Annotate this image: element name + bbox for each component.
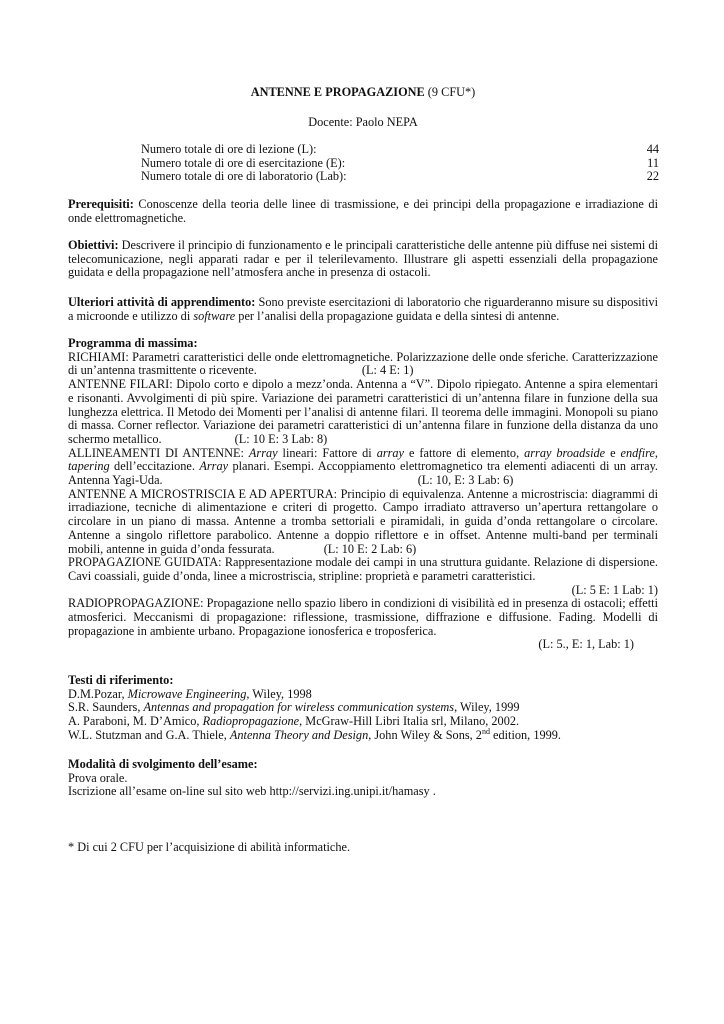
footnote-text: * Di cui 2 CFU per l’acquisizione di abilità informatiche. — [68, 840, 351, 854]
radio-text: RADIOPROPAGAZIONE: Propagazione nello spazio libero in condizioni di visibilità ed in presenza di ostacoli; effetti atmosferici. Meccanismi di propagazione: riflessione, trasmissione, diffrazione e diffusione. Fading. Modelli di propagazione in ambiente urbano. Propagazione ionosferica e troposferica. — [68, 596, 658, 638]
reference-author: A. Paraboni, M. D’Amico, — [68, 714, 203, 729]
reference-superscript: nd — [481, 726, 490, 736]
programma-filari — [68, 378, 658, 447]
allineamenti-text: , — [654, 445, 658, 460]
footnote — [68, 841, 658, 855]
allineamenti-text: e — [605, 445, 621, 460]
reference-publisher: , McGraw-Hill Libri Italia srl, Milano, 2002. — [299, 714, 520, 729]
programma-radio — [68, 597, 658, 638]
radio-hours: (L: 5., E: 1, Lab: 1) — [538, 637, 634, 652]
instructor-line: Docente: Paolo NEPA — [308, 115, 418, 129]
allineamenti-em: array — [376, 445, 405, 460]
esame-line-1: Prova orale. — [68, 770, 128, 785]
allineamenti-em: tapering — [68, 459, 110, 474]
prerequisiti-text: Conoscenze della teoria delle linee di trasmissione, e dei principi della propagazione e irradiazione di onde elettromagnetiche. — [68, 197, 658, 225]
prerequisiti-label: Prerequisiti: — [68, 197, 134, 211]
richiami-text: RICHIAMI: Parametri caratteristici delle onde elettromagnetiche. Polarizzazione delle onde sferiche. Caratterizzazione di un’antenna trasmittente o ricevente. — [68, 349, 658, 378]
course-title-bold: ANTENNE E PROPAGAZIONE — [250, 85, 425, 99]
radio-hours-line — [68, 638, 658, 652]
reference-item — [68, 688, 658, 702]
ulteriori-text-b: per l’analisi della propagazione guidata e della sintesi di antenne. — [235, 308, 560, 323]
guidata-hours-line — [68, 584, 658, 598]
testi-section — [68, 674, 658, 743]
filari-hours: (L: 10 E: 3 Lab: 8) — [234, 431, 328, 446]
programma-allineamenti — [68, 447, 658, 488]
programma-richiami — [68, 351, 658, 378]
course-title-credits: (9 CFU*) — [424, 85, 476, 99]
allineamenti-text: lineari: Fattore di — [277, 445, 377, 460]
ulteriori-label: Ulteriori attività di apprendimento: — [68, 295, 256, 309]
esame-label: Modalità di svolgimento dell’esame: — [68, 757, 258, 771]
allineamenti-em: endfire — [620, 445, 655, 460]
esame-section — [68, 758, 658, 799]
programma-label: Programma di massima: — [68, 336, 198, 350]
ulteriori-text-a: Sono previste esercitazioni di laboratorio che riguarderanno misure su dispositivi a microonde e utilizzo di — [68, 295, 658, 323]
reference-publisher: , John Wiley & Sons, 2 — [368, 727, 482, 742]
ulteriori-section — [68, 296, 658, 323]
hours-value: 44 — [646, 142, 659, 156]
ulteriori-software: software — [193, 308, 236, 323]
reference-author: S.R. Saunders, — [68, 700, 144, 715]
reference-item — [68, 726, 658, 743]
allineamenti-text: dell’eccitazione. — [109, 459, 200, 474]
guidata-text: PROPAGAZIONE GUIDATA: Rappresentazione modale dei campi in una struttura guidante. Relazione di dispersione. Cavi coassiali, guide d’onda, linee a microstriscia, stripline: proprietà e parametri caratteristici. — [68, 555, 658, 583]
allineamenti-hours: (L: 10, E: 3 Lab: 6) — [417, 473, 514, 488]
reference-item — [68, 715, 658, 729]
hours-row-laboratorio — [141, 170, 659, 184]
hours-table — [141, 143, 659, 184]
reference-author: D.M.Pozar, — [68, 686, 128, 701]
reference-edition: edition, 1999. — [489, 727, 561, 742]
course-title — [68, 86, 658, 100]
allineamenti-em: array broadside — [524, 445, 606, 460]
reference-item — [68, 701, 658, 715]
microstriscia-text: ANTENNE A MICROSTRISCIA E AD APERTURA: Principio di equivalenza. Antenne a microstriscia: diagrammi di irradiazione, tecniche di alimentazione e criteri di progetto. Campo irradiato attraverso un’apertura rettangolare o circolare in un piano di massa. Antenne a tromba settoriali e piramidali, in guida d’onda rettangolare o circolare. Antenne a singolo riflettore parabolico. Antenne a doppio riflettore e in offset. Antenne multi-band per terminali mobili, antenne in guida d’onda fessurata. — [68, 486, 658, 556]
reference-title: Radiopropagazione — [202, 714, 300, 729]
reference-title: Antennas and propagation for wireless communication systems — [143, 700, 455, 715]
programma-guidata — [68, 556, 658, 583]
prerequisiti-section — [68, 198, 658, 225]
hours-row-esercitazione — [141, 157, 659, 171]
obiettivi-label: Obiettivi: — [68, 238, 119, 252]
reference-publisher: , Wiley, 1999 — [454, 700, 520, 715]
hours-value: 22 — [646, 169, 659, 184]
hours-label: Numero totale di ore di lezione (L): — [141, 142, 317, 156]
allineamenti-em: Array — [248, 445, 278, 460]
hours-label: Numero totale di ore di esercitazione (E): — [141, 155, 346, 170]
programma-section — [68, 337, 658, 652]
hours-label: Numero totale di ore di laboratorio (Lab): — [141, 169, 347, 184]
reference-author: W.L. Stutzman and G.A. Thiele, — [68, 727, 230, 742]
allineamenti-em: Array — [199, 459, 229, 474]
reference-title: Antenna Theory and Design — [229, 727, 369, 742]
allineamenti-text: ALLINEAMENTI DI ANTENNE: — [68, 445, 249, 460]
testi-label: Testi di riferimento: — [68, 673, 174, 687]
reference-publisher: , Wiley, 1998 — [246, 686, 312, 701]
richiami-hours: (L: 4 E: 1) — [361, 363, 414, 378]
programma-microstriscia — [68, 488, 658, 557]
guidata-hours: (L: 5 E: 1 Lab: 1) — [571, 582, 658, 597]
allineamenti-text: e fattore di elemento, — [404, 445, 525, 460]
hours-value: 11 — [647, 155, 659, 170]
allineamenti-text: planari. Esempi. Accoppiamento elettromagnetico tra elementi adiacenti di un array. Antenna Yagi-Uda. — [68, 459, 658, 488]
reference-title: Microwave Engineering — [127, 686, 247, 701]
hours-row-lezione — [141, 143, 659, 157]
obiettivi-text: Descrivere il principio di funzionamento e le principali caratteristiche delle antenne più diffuse nei sistemi di telecomunicazione, negli apparati radar e per il telerilevamento. Illustrare gli aspetti essenziali della propagazione guidata e della propagazione nell’atmosfera anche in presenza di ostacoli. — [68, 238, 658, 280]
filari-text: ANTENNE FILARI: Dipolo corto e dipolo a mezz’onda. Antenna a “V”. Dipolo ripiegato. Antenne a spira elementari e risonanti. Avvolgimenti di più spire. Variazione dei parametri caratteristici di un’antenna filare in funzione della sua lunghezza elettrica. Il Metodo dei Momenti per l’analisi di antenne filari. Il teorema delle immagini. Monopoli su piano di massa. Corner reflector. Variazione dei parametri caratteristici di un’antenna filare in funzione della distanza da uno schermo metallico. — [68, 377, 658, 446]
obiettivi-section — [68, 239, 658, 280]
esame-line-2: Iscrizione all’esame on-line sul sito web http://servizi.ing.unipi.it/hamasy . — [68, 784, 436, 799]
microstriscia-hours: (L: 10 E: 2 Lab: 6) — [323, 541, 417, 556]
